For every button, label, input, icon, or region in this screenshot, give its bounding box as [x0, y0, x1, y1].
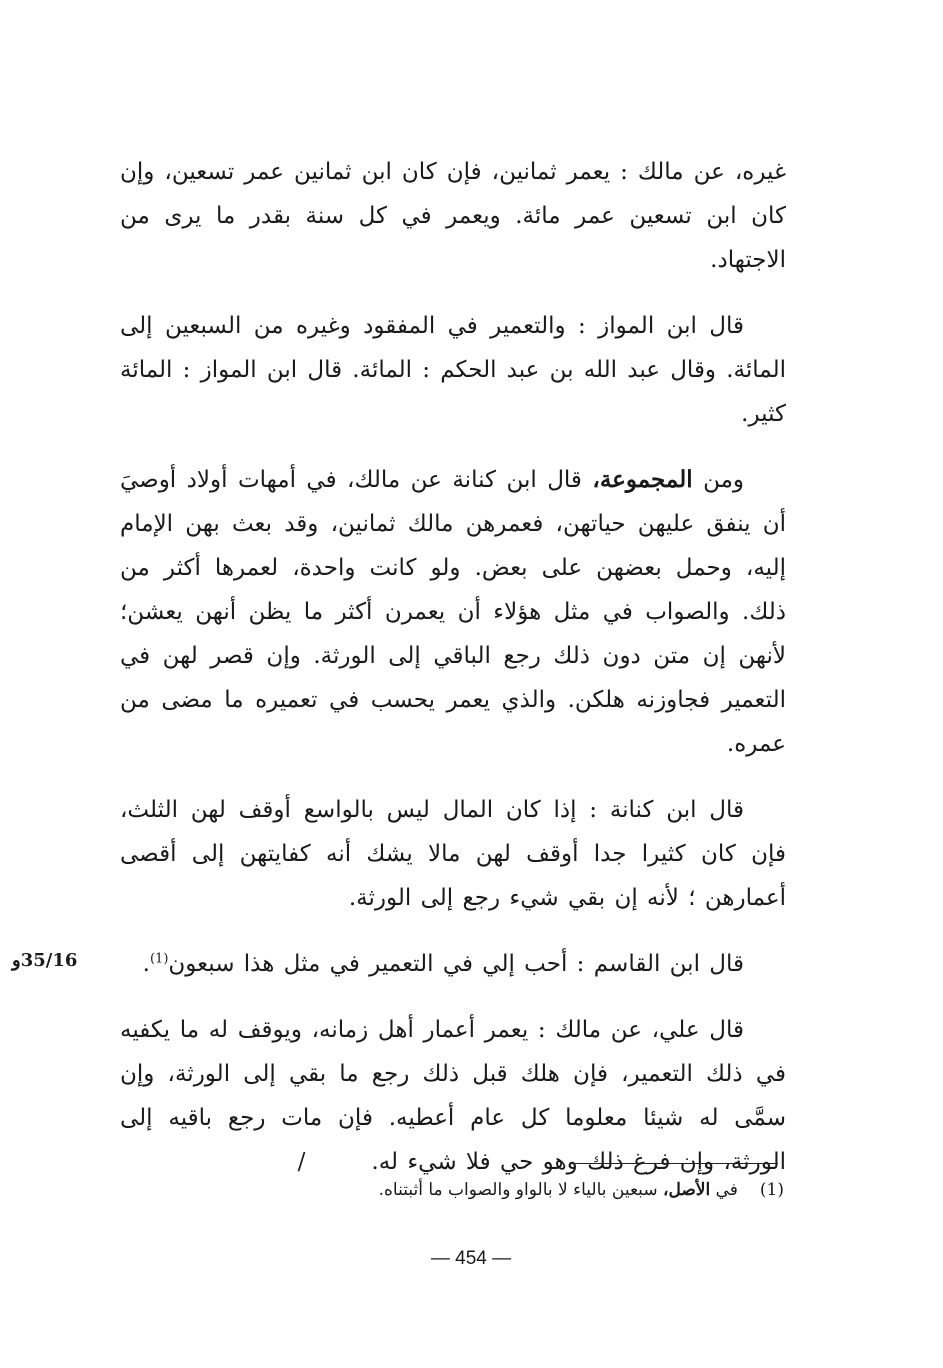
- folio-slash-mark: /: [297, 1149, 306, 1175]
- paragraph-3-body: قال ابن كنانة عن مالك، في أمهات أولاد أوصيَ أن ينفق عليهن حياتهن، فعمرهن مالك ثمانين، وقد بعث بهن الإمام إليه، وحمل بعضهن على بعض. ولو كانت واحدة، لعمرها أكثر من ذلك. والصواب في مثل هؤلاء أن يعمرن أكثر ما يظن أنهن يعشن؛ لأنهن إن متن دون ذلك رجع الباقي إلى الورثة. وإن قصر لهن في التعمير فجاوزنه هلكن. والذي يعمر يحسب في تعميره ما مضى من عمره.: [120, 467, 786, 757]
- footnote-bold-word: الأصل،: [662, 1180, 711, 1200]
- paragraph-2: قال ابن المواز : والتعمير في المفقود وغيره من السبعين إلى المائة. وقال عبد الله بن عبد الحكم : المائة. قال ابن المواز : المائة كثير.: [120, 313, 786, 427]
- footnote: [300, 1176, 784, 1204]
- paragraph-3-bold-source: المجموعة،: [592, 466, 693, 493]
- paragraph-6: [120, 1008, 786, 1184]
- paragraph-4: قال ابن كنانة : إذا كان المال ليس بالواسع أوقف لهن الثلث، فإن كان كثيرا جدا أوقف لهن مالا يشك أنه كفايتهن إلى أقصى أعمارهن ؛ لأنه إن بقي شيء رجع إلى الورثة.: [120, 797, 786, 911]
- footnote-number: (1): [759, 1180, 784, 1200]
- paragraph-1: غيره، عن مالك : يعمر ثمانين، فإن كان ابن ثمانين عمر تسعين، وإن كان ابن تسعين عمر مائة. ويعمر في كل سنة بقدر ما يرى من الاجتهاد.: [120, 159, 786, 273]
- manuscript-folio-note: 35/16و: [12, 950, 78, 971]
- paragraph-3-lead: ومن: [703, 467, 744, 493]
- footnote-divider: [570, 1163, 778, 1164]
- footnote-prefix: في: [715, 1180, 738, 1200]
- paragraph-3: [120, 458, 786, 766]
- main-text-body: [120, 150, 786, 1206]
- paragraph-5: [120, 942, 786, 986]
- paragraph-5-tail: .: [142, 951, 150, 977]
- page-number: — 454 —: [430, 1248, 512, 1269]
- paragraph-6-body: قال علي، عن مالك : يعمر أعمار أهل زمانه، ويوقف له ما يكفيه في ذلك التعمير، فإن هلك قبل ذلك رجع ما بقي إلى الورثة، وإن سمَّى له شيئا معلوما كل عام أعطيه. فإن مات رجع باقيه إلى الورثة، وإن فرغ ذلك وهو حي فلا شيء له.: [120, 1017, 786, 1175]
- paragraph-5-body: قال ابن القاسم : أحب إلي في التعمير في مثل هذا سبعون: [168, 951, 744, 977]
- footnote-reference: (1): [149, 951, 169, 967]
- footnote-text: سبعين بالياء لا بالواو والصواب ما أثبتناه.: [378, 1180, 658, 1200]
